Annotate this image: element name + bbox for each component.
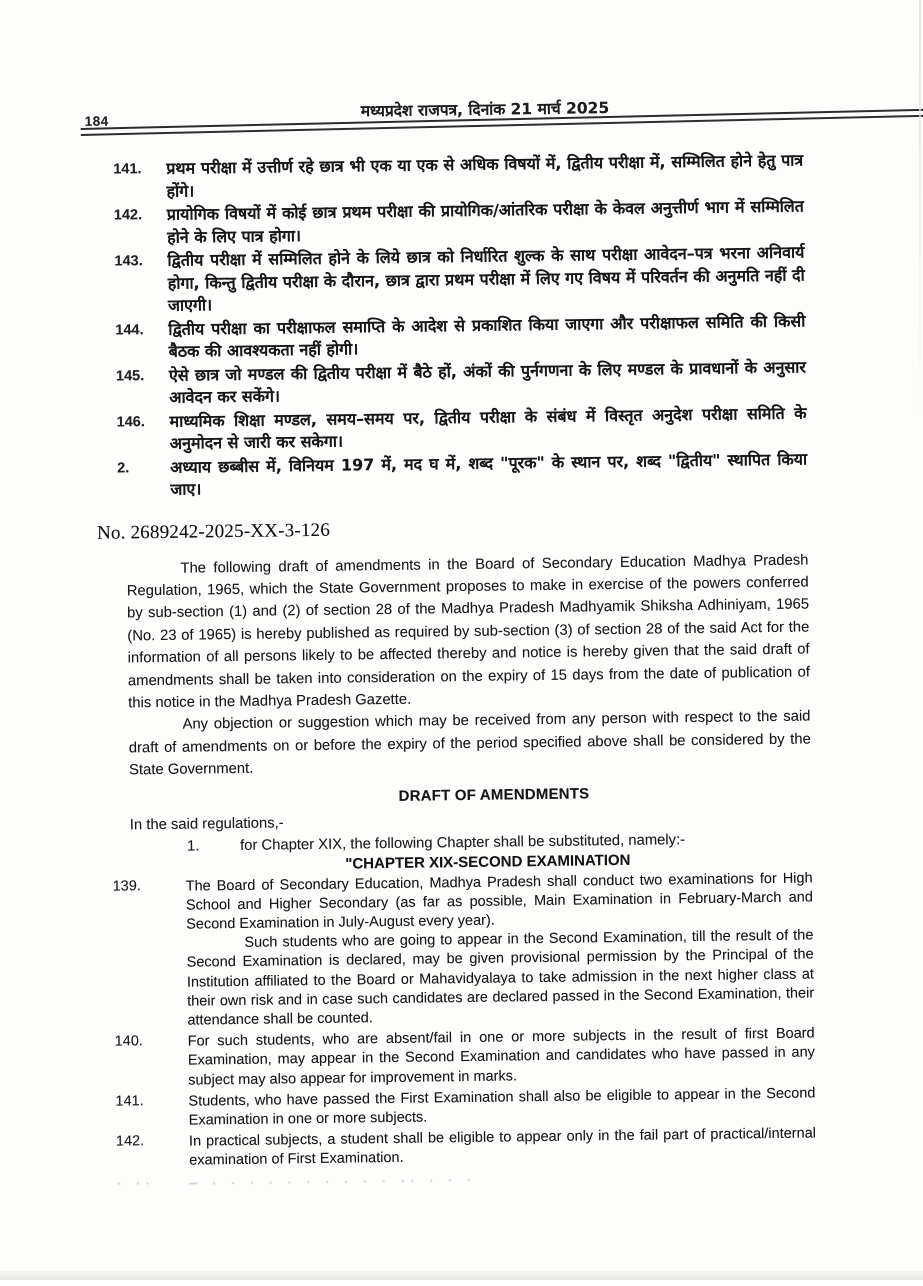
clause-text: for Chapter XIX, the following Chapter shall be substituted, namely:-	[240, 831, 686, 854]
list-item	[92, 448, 808, 502]
list-item	[101, 1125, 816, 1173]
item-text: अध्याय छब्बीस में, विनियम 197 में, मद घ में, शब्द "पूरक" के स्थान पर, शब्द "द्वितीय" स्थापित किया जाए।	[170, 448, 808, 499]
hindi-regulation-list	[88, 150, 807, 503]
item-number: 140.	[114, 1033, 144, 1050]
item-paragraph: The Board of Secondary Education, Madhya Pradesh shall conduct two examinations for High School and Higher Secondary (as far as possible, Main Examination in February-March and Second Examination in July-August every year).	[185, 870, 813, 933]
item-number: 2.	[117, 459, 130, 477]
faded-item-number: · ··	[116, 1174, 156, 1192]
faded-item-text: – · · · · · · · · · · ·· · · ·	[189, 1171, 477, 1192]
list-item	[88, 150, 804, 204]
item-number: 145.	[115, 367, 145, 385]
item-text: माध्यमिक शिक्षा मण्डल, समय–समय पर, द्वितीय परीक्षा के संबंध में विस्तृत अनुदेश परीक्षा समिति के अनुमोदन से जारी कर सकेगा।	[169, 402, 807, 453]
item-text: For such students, who are absent/fail in one or more subjects in the result of first Board Examination, may appear in the Second Examination and candidates who have passed in any subject may also appear for improvement in marks.	[187, 1025, 815, 1089]
page-number: 184	[84, 113, 109, 129]
item-number: 146.	[116, 413, 145, 431]
item-text: द्वितीय परीक्षा का परीक्षाफल समाप्ति के आदेश से प्रकाशित किया जाएगा और परीक्षाफल समिति की किसी बैठक की आवश्यकता नहीं होगी।	[168, 310, 806, 361]
notification-number: No. 2689242-2025-XX-3-126	[96, 519, 331, 544]
item-number: 144.	[115, 321, 144, 339]
list-item	[90, 310, 806, 364]
item-number: 142.	[113, 207, 143, 224]
item-paragraph: Such students who are going to appear in the Second Examination, till the result of the Second Examination is declared, may be given provisional permission by the Principal of the Institution affiliated to the Board or Mahavidyalaya to take admission in the next higher class at their own risk and in case such candidates are declared passed in the Second Examination, their attendance shall be counted.	[186, 927, 815, 1029]
item-number: 141.	[115, 1093, 144, 1110]
item-text	[186, 869, 815, 1031]
item-text: In practical subjects, a student shall be eligible to appear only in the fail part of practical/internal examination of First Examination.	[188, 1125, 817, 1170]
item-number: 139.	[112, 877, 141, 895]
draft-of-amendments-heading: DRAFT OF AMENDMENTS	[398, 784, 590, 805]
chapter-heading: "CHAPTER XIX-SECOND EXAMINATION	[345, 851, 631, 873]
item-number: 142.	[115, 1133, 145, 1150]
item-text: ऐसे छात्र जो मण्डल की द्वितीय परीक्षा में बैठे हों, अंकों की पुर्नगणना के लिए मण्डल के प्रावधानों के अनुसार आवेदन कर सकेंगे।	[168, 356, 807, 407]
scan-bottom-edge	[0, 1271, 923, 1280]
regulations-intro: In the said regulations,-	[129, 814, 284, 833]
gazette-title: मध्यप्रदेश राजपत्र, दिनांक 21 मार्च 2025	[360, 99, 610, 121]
notice-paragraph: The following draft of amendments in the Board of Secondary Education Madhya Pradesh Regulation, 1965, which the State Government proposes to make in exercise of the powers conferred by sub-section (1) and (2) of section 28 of the Madhya Pradesh Madhyamik Shiksha Adhiniyam, 1965 (No. 23 of 1965) is hereby published as required by sub-section (3) of section 28 of the said Act for the information of all persons likely to be affected thereby and notice is hereby given that the said draft of amendments shall be taken into consideration on the expiry of 15 days from the date of publication of this notice in the Madhya Pradesh Gazette.	[126, 551, 811, 712]
item-text: प्रथम परीक्षा में उत्तीर्ण रहे छात्र भी एक या एक से अधिक विषयों में, द्वितीय परीक्षा में, सम्मिलित होने हेतु पात्र होंगे।	[166, 150, 804, 201]
list-item	[89, 242, 805, 319]
item-text: द्वितीय परीक्षा में सम्मिलित होने के लिये छात्र को निर्धारित शुल्क के साथ परीक्षा आवेदन–पत्र भरना अनिवार्य होगा, किन्तु द्वितीय परीक्षा के दौरान, छात्र द्वारा प्रथम परीक्षा में लिए गए विषय में परिवर्तन की अनुमति नहीं दी जाएगी।	[167, 242, 805, 315]
item-text: प्रायोगिक विषयों में कोई छात्र प्रथम परीक्षा की प्रायोगिक/आंतरिक परीक्षा के केवल अनुत्तीर्ण भाग में सम्मिलित होने के लिए पात्र होगा।	[166, 196, 804, 247]
list-item	[100, 1084, 815, 1132]
list-item	[91, 402, 807, 456]
clause-number: 1.	[187, 838, 200, 855]
item-number: 141.	[113, 161, 142, 178]
notice-paragraph: Any objection or suggestion which may be received from any person with respect to the said draft of amendments on or before the expiry of the period specified above shall be considered by the State Government.	[128, 708, 811, 779]
list-item	[100, 1025, 816, 1092]
scan-edge-artifact	[919, 0, 921, 420]
item-number: 143.	[114, 253, 143, 270]
list-item	[91, 356, 807, 410]
list-item	[98, 869, 815, 1032]
list-item	[89, 196, 805, 250]
item-text: Students, who have passed the First Examination shall also be eligible to appear in the Second Examination in one or more subjects.	[188, 1085, 816, 1129]
page-header	[84, 92, 803, 145]
amendment-items-list	[98, 869, 817, 1195]
